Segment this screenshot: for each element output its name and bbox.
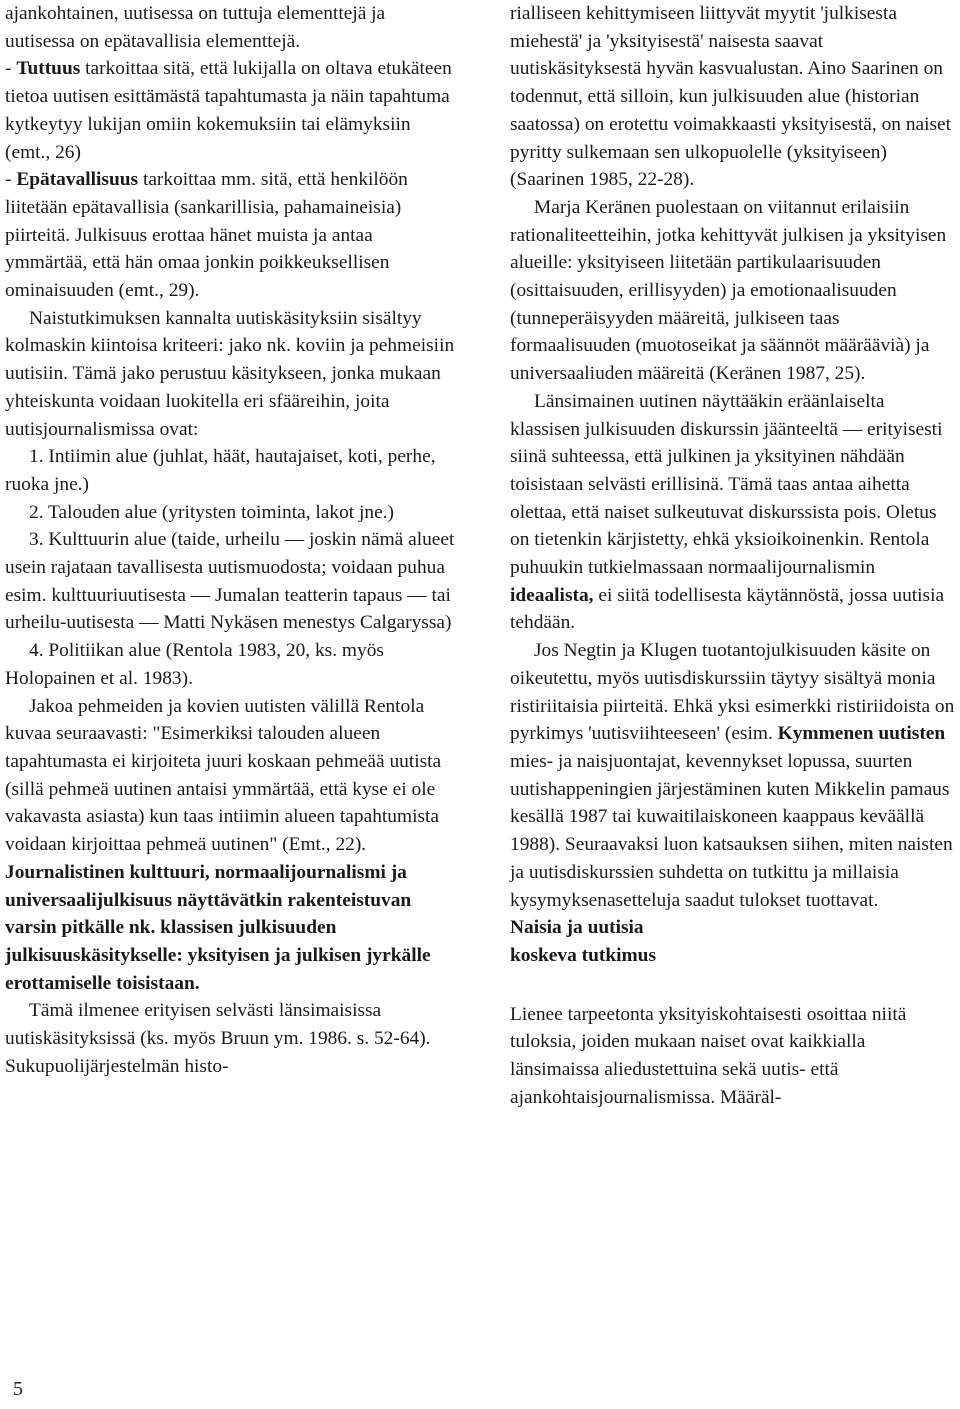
paragraph: Tämä ilmenee erityisen selvästi länsimaisissa uutiskäsityksissä (ks. myös Bruun ym. 1986. s. 52-64). Sukupuolijärjestelmän histo- bbox=[5, 1000, 431, 1077]
paragraph: Lienee tarpeetonta yksityiskohtaisesti osoittaa niitä tuloksia, joiden mukaan naiset ovat kaikkialla länsimaissa aliedustettuina sekä uutis- että ajankohtaisjournalismissa. Määräl- bbox=[510, 1003, 907, 1108]
emphasis-ideaalista: ideaalista, bbox=[510, 584, 594, 606]
bold-paragraph: Journalistinen kulttuuri, normaalijournalismi ja universaalijulkisuus näyttävätkin rakenteistuvan varsin pitkälle nk. klassisen julkisuuden julkisuuskäsitykselle: yksityisen ja julkisen jyrkälle erottamiselle toisistaan. bbox=[5, 861, 431, 994]
emphasis-kymmenen-uutisten: Kymmenen uutisten bbox=[777, 723, 946, 745]
paragraph: Marja Keränen puolestaan on viitannut erilaisiin rationaliteetteihin, jotka kehittyvät julkisen ja yksityisen alueille: yksityiseen liitetään partikulaarisuuden (osittaisuuden, erillisyyden) ja emotionaalisuuden (tunneperäisyyden määreitä, julkiseen taas formaalisuuden (muotoseikat ja säännöt määräävià) ja universaaliuden määreitä (Keränen 1987, 25). bbox=[510, 196, 947, 385]
list-item: 4. Politiikan alue (Rentola 1983, 20, ks. myös Holopainen et al. 1983). bbox=[5, 640, 384, 689]
spacer bbox=[510, 970, 958, 1001]
list-item: 3. Kulttuurin alue (taide, urheilu — joskin nämä alueet usein rajataan tavallisesta uutismuodosta; voidaan puhua esim. kulttuuriuutisesta — Jumalan teatterin tapaus — tai urheilu-uutisesta — Matti Nykäsen menestys Calgaryssa) bbox=[5, 529, 455, 634]
definition-text: tarkoittaa mm. sitä, että henkilöön liitetään epätavallisia (sankarillisia, pahamaineisia) piirteitä. Julkisuus erottaa hänet muista ja antaa ymmärtää, että hän omaa jonkin poikkeuksellisen ominaisuuden (emt., 29). bbox=[5, 169, 408, 302]
section-heading bbox=[510, 914, 958, 969]
paragraph: ajankohtainen, uutisessa on tuttuja elementtejä ja uutisessa on epätavallisia elementtejä. bbox=[5, 3, 386, 52]
page-number: 5 bbox=[13, 1378, 23, 1400]
paragraph bbox=[510, 388, 958, 637]
paragraph-tuttuus bbox=[5, 55, 457, 166]
paragraph: rialliseen kehittymiseen liittyvät myytit 'julkisesta miehestä' ja 'yksityisestä' naisesta saavat uutiskäsityksestä hyvän kasvualustan. Aino Saarinen on todennut, että silloin, kun julkisuuden alue (historian saatossa) on erotettu voimakkaasti yksityisestä, on naiset pyritty sulkemaan sen ulkopuolelle (yksityiseen) (Saarinen 1985, 22-28). bbox=[510, 3, 952, 191]
left-column bbox=[5, 0, 457, 1080]
paragraph-text: Länsimainen uutinen näyttääkin eräänlaiselta klassisen julkisuuden diskurssin jäänteeltä — erityisesti siinä suhteessa, että julkinen ja yksityinen nähdään toisistaan selvästi erillisinä. Tämä taas antaa aihetta olettaa, että naiset sulkeutuvat diskurssista pois. Oletus on tietenkin kärjistetty, ehkä yksioikoinenkin. Rentola puhuukin tutkielmassaan normaalijournalismin bbox=[510, 390, 943, 579]
section-heading-line: Naisia ja uutisia bbox=[510, 917, 644, 939]
paragraph-text: ei siitä todellisesta käytännöstä, jossa uutisia tehdään. bbox=[510, 584, 945, 634]
list-item: 2. Talouden alue (yritysten toiminta, lakot jne.) bbox=[29, 501, 395, 523]
list-item: 1. Intiimin alue (juhlat, häät, hautajaiset, koti, perhe, ruoka jne.) bbox=[5, 446, 436, 495]
dash: - bbox=[5, 58, 17, 80]
paragraph: Jakoa pehmeiden ja kovien uutisten välillä Rentola kuvaa seuraavasti: "Esimerkiksi talouden alueen tapahtumasta ei kirjoiteta juuri koskaan pehmeää uutista (sillä pehmeä uutinen antaisi ymmärtää, että kyse ei ole vakavasta asiasta) kun taas intiimin alueen tapahtumista voidaan kirjoittaa pehmeä uutinen" (Emt., 22). bbox=[5, 695, 442, 856]
definition-text: tarkoittaa sitä, että lukijalla on oltava etukäteen tietoa uutisen esittämästä tapahtumasta ja näin tapahtuma kytkeytyy lukijan omiin kokemuksiin tai elämyksiin (emt., 26) bbox=[5, 58, 452, 163]
section-heading-line: koskeva tutkimus bbox=[510, 944, 657, 966]
paragraph-text: Jos Negtin ja Klugen tuotantojulkisuuden käsite on oikeutettu, myös uutisdiskurssiin täytyy sisältyä monia ristiriitaisia piirteitä. Ehkä yksi esimerkki ristiriidoista on pyrkimys 'uutisviihteeseen' (esim. bbox=[510, 640, 955, 745]
paragraph-text: mies- ja naisjuontajat, kevennykset lopussa, suurten uutishappeningien järjestäminen kuten Mikkelin pamaus kesällä 1987 tai kuwaitilaiskoneen kaappaus keväällä 1988). Seuraavaksi luon katsauksen siihen, miten naisten ja uutisdiskurssien suhdetta on tutkittu ja millaisia kysymyksenasetteluja saadut tulokset tuottavat. bbox=[510, 750, 953, 911]
right-column bbox=[510, 0, 958, 1111]
paragraph-epatavallisuus bbox=[5, 166, 457, 305]
paragraph bbox=[510, 637, 958, 914]
term-epatavallisuus: Epätavallisuus bbox=[16, 169, 139, 191]
paragraph: Naistutkimuksen kannalta uutiskäsityksiin sisältyy kolmaskin kiintoisa kriteeri: jako nk. koviin ja pehmeisiin uutisiin. Tämä jako perustuu käsitykseen, jonka mukaan yhteiskunta voidaan luokitella eri sfääreihin, joita uutisjournalismissa ovat: bbox=[5, 307, 455, 440]
dash: - bbox=[5, 169, 17, 191]
term-tuttuus: Tuttuus bbox=[16, 58, 81, 80]
